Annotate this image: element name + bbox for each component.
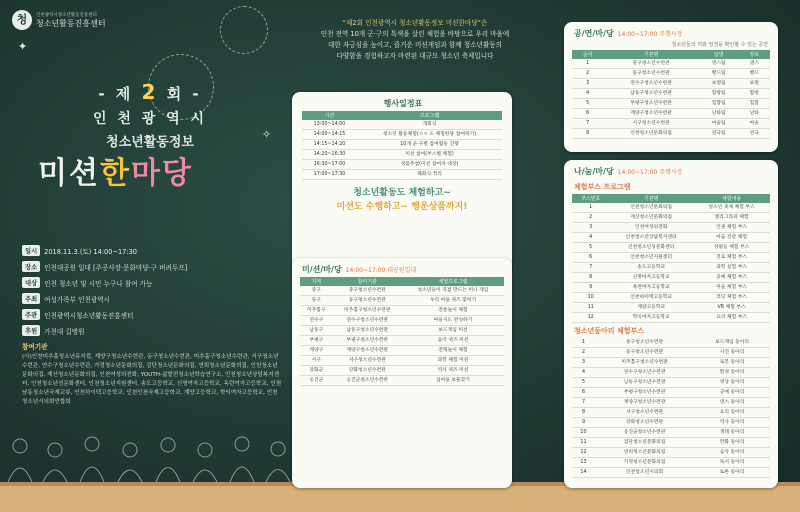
booth-row [572, 303, 770, 313]
table-cell: 강화청소년수련관 [333, 366, 402, 376]
column-header: 체험내용 [693, 194, 770, 203]
edition-pre: - 제 [98, 85, 134, 103]
table-cell: VR 체험 부스 [693, 303, 770, 313]
table-cell: 만화 동아리 [694, 438, 770, 448]
table-cell: 동구청소년수련관 [595, 348, 694, 358]
table-cell: 연수구 [300, 316, 333, 326]
schedule-row [302, 160, 502, 170]
table-cell: 서구청소년수련관 [333, 356, 402, 366]
booth-row [572, 273, 770, 283]
booth-row [572, 243, 770, 253]
badge-line: 청소년활동도 체험하고~ [353, 188, 451, 198]
event-sponsor: 가천대 길병원 [44, 327, 85, 336]
event-city: 인 천 광 역 시 [92, 111, 208, 127]
table-cell: 신명여자고등학교 [609, 273, 693, 283]
performance-time: 14:00~17:00 주행사장 [617, 31, 683, 38]
table-cell: 난타팀 [699, 109, 739, 119]
performance-table [572, 50, 770, 139]
firework-decoration [220, 6, 268, 54]
table-cell: 공예 체험 부스 [693, 273, 770, 283]
table-cell: 인천여성의전화 [609, 223, 693, 233]
table-cell: 3 [572, 358, 595, 368]
table-cell: 동구 [300, 296, 333, 306]
schedule-row [302, 150, 502, 160]
table-cell: 미션 참여(부스별 체험) [357, 150, 502, 160]
table-cell: 중구청소년수련관 [595, 338, 694, 348]
column-header: 부스번호 [572, 194, 609, 203]
table-cell: 7 [572, 263, 609, 273]
table-cell: 9 [572, 418, 595, 428]
table-cell: 연극 [739, 129, 770, 139]
club-row [572, 348, 770, 358]
table-cell: 인천청소년문화의집 [609, 203, 693, 213]
booth-row [572, 253, 770, 263]
table-cell: 인천청소년시의회 [595, 468, 694, 478]
performance-title: 공/연/마/당 [574, 29, 614, 38]
mission-title: 미/션/마/당 [302, 265, 342, 274]
mission-time: 14:00~17:00 대공원일대 [345, 267, 417, 274]
column-header: 시간 [302, 111, 357, 120]
booth-row [572, 263, 770, 273]
intro-line: 대한 자긍심을 높이고, 즐거운 미션게임과 함께 청소년활동의 [328, 41, 502, 49]
table-cell: 토론 동아리 [694, 468, 770, 478]
table-cell: 서구 [300, 356, 333, 366]
table-cell: 계양구청소년수련관 [603, 109, 698, 119]
table-cell: 남동구청소년수련관 [603, 89, 698, 99]
table-cell: 옥련여자고등학교 [609, 283, 693, 293]
table-cell: 5 [572, 378, 595, 388]
table-cell: 사진 동아리 [694, 348, 770, 358]
club-row [572, 408, 770, 418]
table-cell: 섬마을 보물찾기 [402, 376, 504, 386]
table-cell: 14:20~16:30 [302, 150, 357, 160]
table-cell: 3 [572, 223, 609, 233]
table-cell: 연수구청소년수련관 [595, 368, 694, 378]
event-host: 여성가족부 인천광역시 [44, 295, 110, 304]
table-cell: 캘리그라피 체험 [693, 213, 770, 223]
table-cell: 4 [572, 89, 603, 99]
table-cell: 청소년 축제 체험 부스 [693, 203, 770, 213]
table-cell: 난타 [739, 109, 770, 119]
table-cell: 연희청소년문화의집 [595, 448, 694, 458]
booth-row [572, 293, 770, 303]
sharing-title: 나/눔/마/당 [574, 167, 614, 176]
table-cell: 9 [572, 283, 609, 293]
table-cell: 서구청소년수련관 [595, 408, 694, 418]
schedule-badge [292, 186, 512, 214]
badge-line: 미션도 수행하고~ 행운상품까지! [336, 202, 468, 212]
column-header: 팀명 [699, 50, 739, 59]
partners-list: (사)인천미추홀청소년뮤지컬, 계양구청소년수련관, 동구청소년수련관, 미추홀구청소년수련관, 서구청소년수련관, 연수구청소년수련관, 가정청소년문화의집, 검단청소년문화의집, 연희청소년문화의집, 인천청소년문화의집, 계산청소년문화의집, 인천여성의전화, YOUTH-삶발전청소년학습연구소, 인천청소년상담복지센터, 인천청소년성문화센터, 인천청소년지원센터, 송도고등학교, 신명여자고등학교, 옥련여자고등학교, 인천남동청소년국제교류, 인천하이텍고등학교, 인천인천국제고등학교, 계양고등학교, 학익여자고등학교, 인천청소년시의회연합회 [22, 354, 282, 405]
table-cell: 8 [572, 129, 603, 139]
table-cell: 2 [572, 348, 595, 358]
table-cell: 14:15~14:20 [302, 140, 357, 150]
table-cell: 마술 [739, 119, 770, 129]
table-cell: 강화청소년수련관 [595, 418, 694, 428]
table-cell: 5 [572, 99, 603, 109]
edition-number: 2 [141, 80, 159, 104]
booth-row [572, 313, 770, 323]
table-cell: 4 [572, 368, 595, 378]
table-cell: 청소년 활동체험(ㅇㅇ 도 체험한당 참여하기) [357, 130, 502, 140]
performance-row [572, 59, 770, 69]
club-row [572, 458, 770, 468]
organizer-tag: 주관 [22, 309, 40, 320]
mission-row [300, 376, 504, 386]
logo-line1: 인천광역시청소년활동진흥센터 [36, 12, 97, 18]
mission-row [300, 286, 504, 296]
partners-title: 참여기관 [22, 343, 48, 351]
performance-row [572, 89, 770, 99]
mission-row [300, 316, 504, 326]
table-cell: 댄스 동아리 [694, 398, 770, 408]
logo [12, 10, 106, 30]
table-cell: 17:00~17:30 [302, 170, 357, 180]
event-subtitle: 청소년활동정보 [106, 135, 194, 150]
booth-row [572, 283, 770, 293]
floor [0, 486, 800, 512]
table-cell: 1 [572, 203, 609, 213]
table-cell: 연수구청소년수련관 [603, 79, 698, 89]
table-cell: 계양고등학교 [609, 303, 693, 313]
table-cell: 송도고등학교 [609, 263, 693, 273]
booth-subtitle: 체험부스 프로그램 [574, 183, 631, 191]
logo-mark: 청 [12, 10, 32, 30]
intro-line: 다양함을 경험하고자 마련된 대규모 청소년 축제입니다 [336, 52, 494, 60]
event-organizer: 인천광역시청소년활동진흥센터 [44, 311, 134, 320]
table-cell: 동구청소년수련관 [333, 296, 402, 306]
performance-row [572, 69, 770, 79]
table-cell: 인천청소년문화의집 [603, 129, 698, 139]
edition-post: 회 - [166, 85, 202, 103]
table-cell: 가정청소년문화의집 [595, 458, 694, 468]
club-row [572, 358, 770, 368]
table-cell: 인천청소년상담복지센터 [609, 233, 693, 243]
table-cell: 13 [572, 458, 595, 468]
table-cell: 밴드 [739, 69, 770, 79]
table-cell: 중구 [300, 286, 333, 296]
column-header: 체험프로그램 [402, 277, 504, 286]
club-row [572, 368, 770, 378]
table-cell: 16:30~17:00 [302, 160, 357, 170]
table-cell: 인천하이텍고등학교 [609, 293, 693, 303]
mission-row [300, 306, 504, 316]
event-target: 인천 청소년 및 시민 누구나 참여 가능 [44, 279, 153, 288]
schedule-row [302, 140, 502, 150]
table-cell: 경품추첨(미션 참여자 대상) [357, 160, 502, 170]
table-cell: 과학 체험 미션 [402, 356, 504, 366]
club-row [572, 468, 770, 478]
table-cell: 보컬팀 [699, 79, 739, 89]
table-cell: 로봇 동아리 [694, 358, 770, 368]
table-cell: 인천청소년지원센터 [609, 253, 693, 263]
main-title-part: 한 [99, 156, 131, 191]
table-cell: 남동구 [300, 326, 333, 336]
club-table [572, 338, 770, 478]
table-cell: 강화군 [300, 366, 333, 376]
table-cell: 진로 체험 부스 [693, 253, 770, 263]
schedule-panel [292, 92, 512, 272]
table-cell: 옹진군 [300, 376, 333, 386]
table-cell: 청소년들이 직접 만드는 미니 게임 [402, 286, 504, 296]
column-header: 기관명 [609, 194, 693, 203]
table-cell: 10 [572, 293, 609, 303]
table-cell: 마술팀 [699, 119, 739, 129]
performance-row [572, 99, 770, 109]
table-cell: 부평구청소년수련관 [595, 388, 694, 398]
performance-row [572, 109, 770, 119]
table-cell: 과학 실험 부스 [693, 263, 770, 273]
table-cell: 댄스 [739, 59, 770, 69]
date-tag: 일시 [22, 245, 40, 256]
event-info [22, 245, 282, 407]
main-title [38, 148, 193, 192]
booth-row [572, 213, 770, 223]
schedule-row [302, 170, 502, 180]
table-cell: 영상 동아리 [694, 378, 770, 388]
table-cell: 부평구청소년수련관 [333, 336, 402, 346]
table-cell: 계양구청소년수련관 [333, 346, 402, 356]
table-cell: 마을지도 완성하기 [402, 316, 504, 326]
star-icon: ✧ [262, 128, 272, 141]
host-tag: 주최 [22, 293, 40, 304]
table-cell: 남동구청소년수련관 [333, 326, 402, 336]
table-cell: 인천청소년성문화센터 [609, 243, 693, 253]
table-cell: 중구청소년수련관 [603, 59, 698, 69]
club-row [572, 438, 770, 448]
table-cell: 옹진군청소년수련관 [333, 376, 402, 386]
schedule-row [302, 120, 502, 130]
sharing-time: 14:00~17:00 주행사장 [617, 169, 683, 176]
club-row [572, 428, 770, 438]
table-cell: 부평구 [300, 336, 333, 346]
target-tag: 대상 [22, 277, 40, 288]
table-cell: 서구청소년수련관 [603, 119, 698, 129]
table-cell: 미추홀구 [300, 306, 333, 316]
table-cell: 부평구청소년수련관 [603, 99, 698, 109]
booth-row [572, 233, 770, 243]
table-cell: 14:00~14:15 [302, 130, 357, 140]
table-cell: 11 [572, 438, 595, 448]
table-cell: 12 [572, 448, 595, 458]
column-header: 지역 [300, 277, 333, 286]
table-cell: 2 [572, 213, 609, 223]
club-row [572, 388, 770, 398]
table-cell: 2 [572, 69, 603, 79]
table-cell: 공예 동아리 [694, 388, 770, 398]
table-cell: 합창팀 [699, 89, 739, 99]
table-cell: 11 [572, 303, 609, 313]
main-title-part: 미션 [38, 156, 100, 191]
table-cell: 계양구 [300, 346, 333, 356]
mission-table [300, 277, 504, 386]
main-title-part: 마당 [130, 156, 193, 191]
table-cell: 4 [572, 233, 609, 243]
table-cell: 5 [572, 243, 609, 253]
mission-panel [292, 258, 512, 488]
table-cell: 13:00~14:00 [302, 120, 357, 130]
club-row [572, 398, 770, 408]
column-header: 순서 [572, 50, 603, 59]
event-place: 인천대공원 일대 [주공사장·문화마당·구 버려두프] [44, 263, 188, 272]
club-subtitle: 청소년동아리 체험부스 [574, 327, 645, 335]
sponsor-tag: 후원 [22, 325, 40, 336]
table-cell: 우리 마을 퀴즈 맞히기 [402, 296, 504, 306]
table-cell: 음악 퀴즈 미션 [402, 336, 504, 346]
table-cell: 계양구청소년수련관 [595, 398, 694, 408]
event-title [50, 80, 250, 150]
table-cell: 밴드팀 [699, 69, 739, 79]
booth-row [572, 223, 770, 233]
schedule-table [302, 111, 502, 180]
schedule-title: 행사일정표 [383, 99, 423, 108]
table-cell: 6 [572, 388, 595, 398]
table-cell: 남동구청소년수련관 [595, 378, 694, 388]
table-cell: 연수구청소년수련관 [333, 316, 402, 326]
table-cell: 1 [572, 59, 603, 69]
table-cell: 역사 동아리 [694, 418, 770, 428]
table-cell: 중구청소년수련관 [333, 286, 402, 296]
performance-row [572, 79, 770, 89]
table-cell: 음악 동아리 [694, 448, 770, 458]
table-cell: 코딩 체험 부스 [693, 293, 770, 303]
mission-row [300, 296, 504, 306]
table-cell: 환경 동아리 [694, 368, 770, 378]
table-cell: 마음 건강 체험 [693, 233, 770, 243]
schedule-row [302, 130, 502, 140]
table-cell: 합창 [739, 89, 770, 99]
performance-row [572, 119, 770, 129]
table-cell: 보드게임 미션 [402, 326, 504, 336]
table-cell: 14 [572, 468, 595, 478]
table-cell: 10개 군·구별 참여활동 진행 [357, 140, 502, 150]
table-cell: 전통놀이 체험 [402, 306, 504, 316]
mission-row [300, 366, 504, 376]
table-cell: 동구청소년수련관 [603, 69, 698, 79]
mission-row [300, 346, 504, 356]
table-cell: 12 [572, 313, 609, 323]
place-tag: 장소 [22, 261, 40, 272]
table-cell: 7 [572, 398, 595, 408]
booth-table [572, 194, 770, 323]
performance-row [572, 129, 770, 139]
table-cell: 힙합팀 [699, 99, 739, 109]
table-cell: 힙합 [739, 99, 770, 109]
table-cell: 계산청소년문화의집 [609, 213, 693, 223]
club-row [572, 338, 770, 348]
table-cell: 3 [572, 79, 603, 89]
table-cell: 7 [572, 119, 603, 129]
table-cell: 전래놀이 체험 [402, 346, 504, 356]
performance-panel [564, 22, 778, 152]
column-header: 프로그램 [357, 111, 502, 120]
table-cell: 6 [572, 253, 609, 263]
table-cell: 요리 체험 부스 [693, 313, 770, 323]
intro-quote: “제2회 인천광역시 청소년활동정보 미션한마당”은 [342, 19, 488, 27]
table-cell: 1 [572, 338, 595, 348]
column-header: 기관명 [603, 50, 698, 59]
table-cell: 학익여자고등학교 [609, 313, 693, 323]
table-cell: 옹진군청소년수련관 [595, 428, 694, 438]
table-cell: 미술 체험 부스 [693, 283, 770, 293]
table-cell: 8 [572, 273, 609, 283]
table-cell: 폐회식·정리 [357, 170, 502, 180]
table-cell: 생태 동아리 [694, 428, 770, 438]
table-cell: 미추홀구청소년수련관 [333, 306, 402, 316]
intro-line: 인천 전역 10개 군·구의 특색을 살린 체험을 바탕으로 우리 마을에 [320, 30, 510, 38]
logo-line2: 청소년활동진흥센터 [36, 18, 106, 28]
table-cell: 독서 동아리 [694, 458, 770, 468]
table-cell: 역사 퀴즈 미션 [402, 366, 504, 376]
sharing-panel [564, 160, 778, 488]
table-cell: 보컬 [739, 79, 770, 89]
table-cell: 연극팀 [699, 129, 739, 139]
column-header: 참여기관 [333, 277, 402, 286]
table-cell: 미추홀구청소년수련관 [595, 358, 694, 368]
club-row [572, 448, 770, 458]
table-cell: 8 [572, 408, 595, 418]
table-cell: 댄스팀 [699, 59, 739, 69]
column-header: 장르 [739, 50, 770, 59]
performance-note: 청소년들의 끼와 열정을 확인할 수 있는 공연 [671, 42, 768, 48]
event-date: 2018.11.3.(토) 14:00~17:30 [44, 247, 137, 256]
table-cell: 10 [572, 428, 595, 438]
table-cell: 인권 체험 부스 [693, 223, 770, 233]
table-cell: 보드게임 동아리 [694, 338, 770, 348]
table-cell: 개회식 [357, 120, 502, 130]
table-cell: 요리 동아리 [694, 408, 770, 418]
club-row [572, 378, 770, 388]
booth-row [572, 203, 770, 213]
table-cell: 6 [572, 109, 603, 119]
table-cell: 성평등 체험 부스 [693, 243, 770, 253]
star-icon: ✦ [18, 40, 28, 53]
crowd-silhouette [0, 432, 300, 482]
table-cell: 검단청소년문화의집 [595, 438, 694, 448]
mission-row [300, 326, 504, 336]
club-row [572, 418, 770, 428]
mission-row [300, 356, 504, 366]
mission-row [300, 336, 504, 346]
intro-text [300, 18, 530, 62]
